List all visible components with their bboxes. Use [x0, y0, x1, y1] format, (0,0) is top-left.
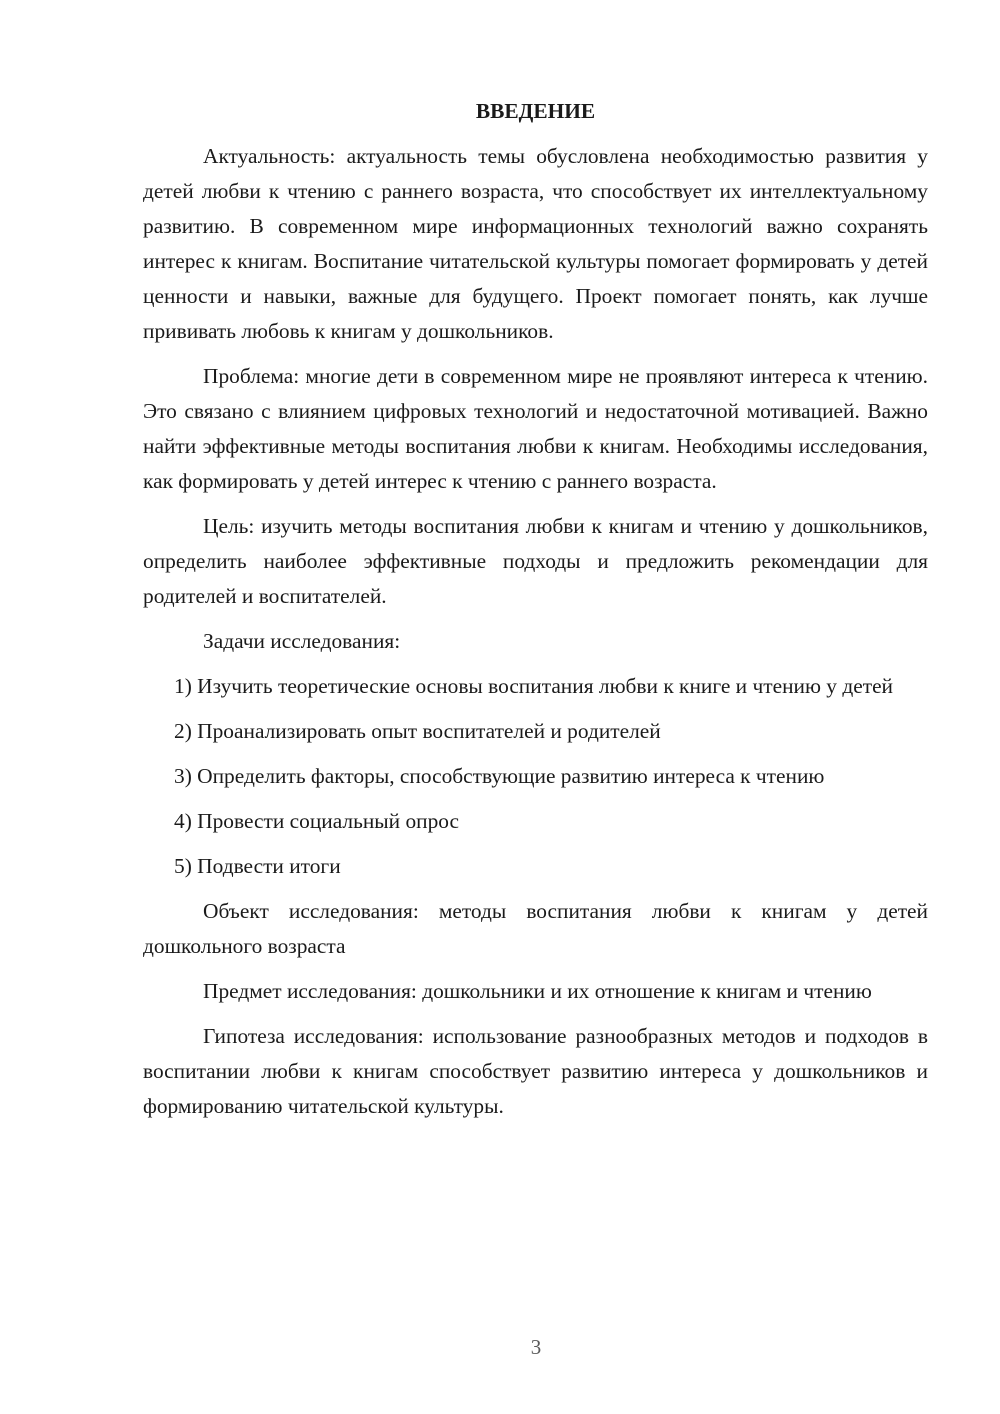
task-item: 5) Подвести итоги [174, 854, 341, 878]
goal-paragraph: Цель: изучить методы воспитания любви к книгам и чтению у дошкольников, определить наиболее эффективные подходы и предложить рекомендации для родителей и воспитателей. [143, 514, 928, 608]
subject-paragraph: Предмет исследования: дошкольники и их отношение к книгам и чтению [203, 979, 872, 1003]
tasks-heading: Задачи исследования: [203, 629, 401, 653]
page-content [143, 94, 928, 1124]
hypothesis-paragraph: Гипотеза исследования: использование разнообразных методов и подходов в воспитании любви к книгам способствует развитию интереса у дошкольников и формированию читательской культуры. [143, 1024, 928, 1118]
section-title: ВВЕДЕНИЕ [475, 99, 596, 123]
tasks-list [143, 669, 928, 884]
relevance-paragraph: Актуальность: актуальность темы обусловлена необходимостью развития у детей любви к чтению с раннего возраста, что способствует их интеллектуальному развитию. В современном мире информационных технологий важно сохранять интерес к книгам. Воспитание читательской культуры помогает формировать у детей ценности и навыки, важные для будущего. Проект помогает понять, как лучше прививать любовь к книгам у дошкольников. [143, 144, 928, 343]
object-paragraph: Объект исследования: методы воспитания любви к книгам у детей дошкольного возраста [143, 899, 928, 958]
task-item: 3) Определить факторы, способствующие развитию интереса к чтению [174, 764, 825, 788]
task-item: 1) Изучить теоретические основы воспитания любви к книге и чтению у детей [174, 674, 894, 698]
task-item: 2) Проанализировать опыт воспитателей и родителей [174, 719, 661, 743]
task-item: 4) Провести социальный опрос [174, 809, 460, 833]
page-number: 3 [530, 1335, 542, 1359]
problem-paragraph: Проблема: многие дети в современном мире не проявляют интереса к чтению. Это связано с влиянием цифровых технологий и недостаточной мотивацией. Важно найти эффективные методы воспитания любви к книгам. Необходимы исследования, как формировать у детей интерес к чтению с раннего возраста. [143, 364, 928, 493]
